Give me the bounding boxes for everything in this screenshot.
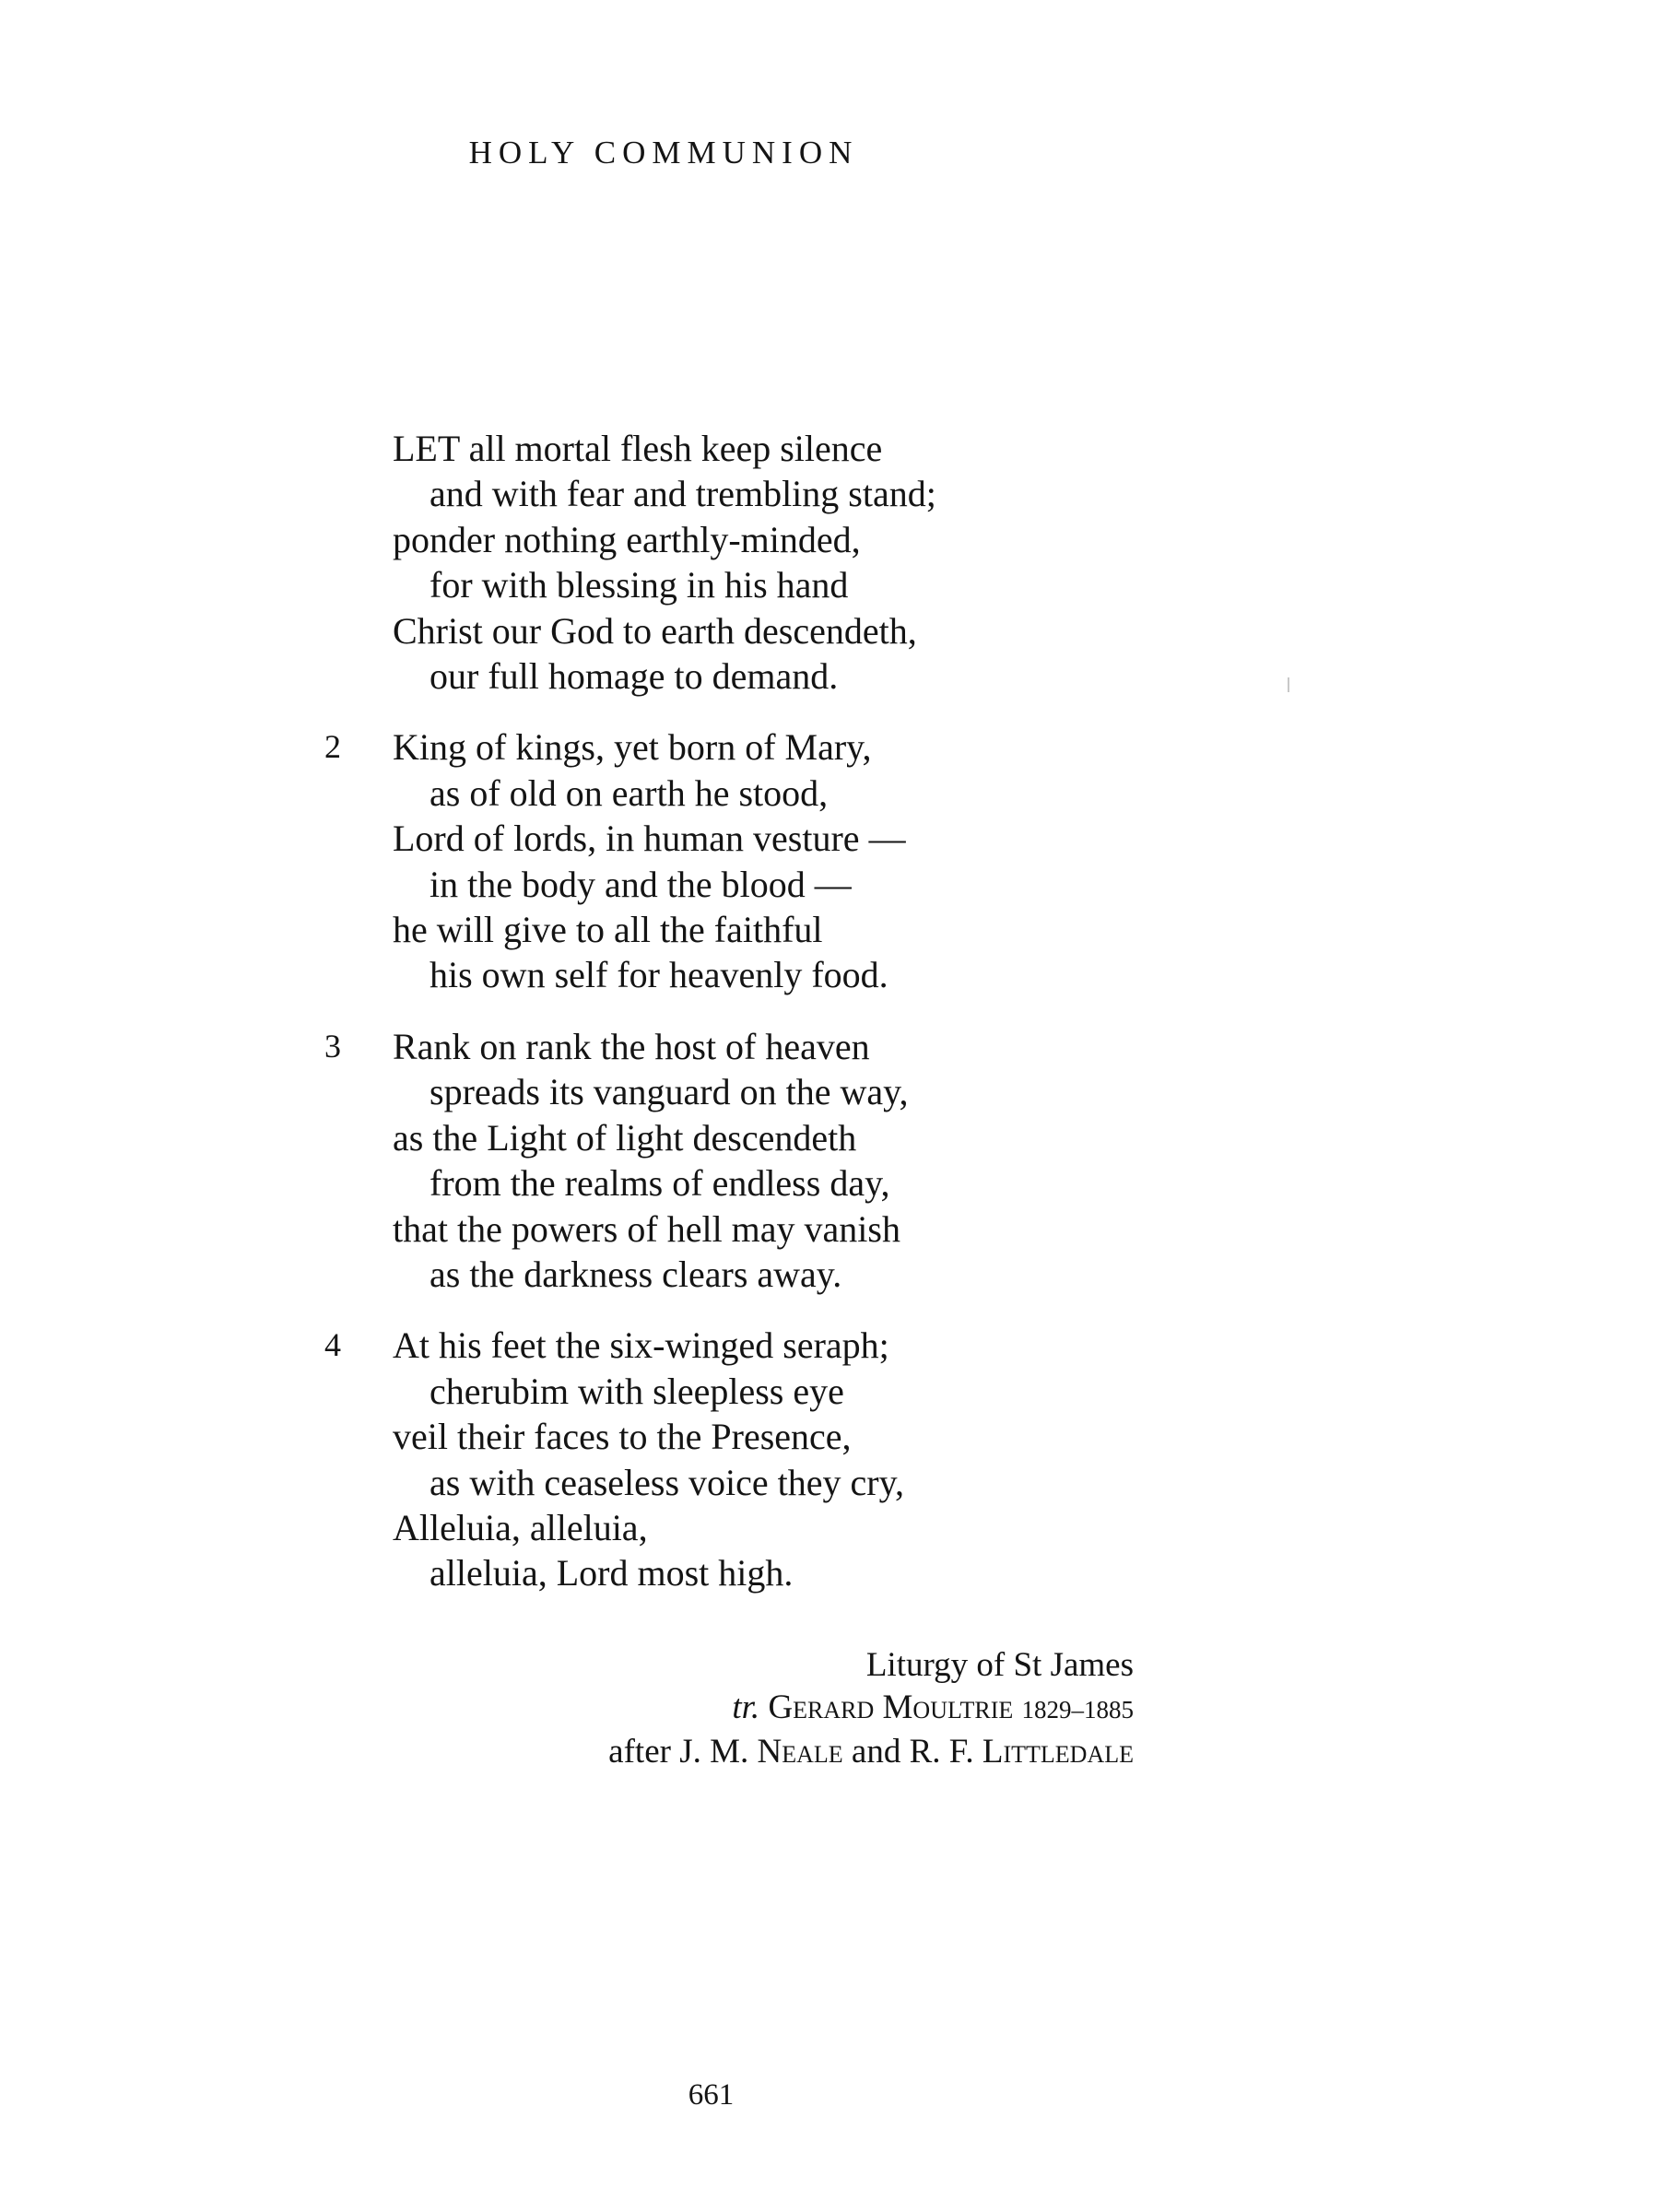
verse-line: for with blessing in his hand — [429, 564, 849, 606]
verse-line: and with fear and trembling stand; — [429, 473, 936, 515]
verse-line: that the powers of hell may vanish — [393, 1207, 900, 1250]
after-name-2: R. F. Littledale — [909, 1733, 1134, 1771]
after-joiner: and — [851, 1733, 901, 1771]
verse-line: Rank on rank the host of heaven — [393, 1025, 870, 1067]
page-number: 661 — [688, 2078, 735, 2112]
verse-line: cherubim with sleepless eye — [429, 1370, 844, 1412]
verse-line: spreads its vanguard on the way, — [429, 1071, 909, 1113]
verse-line: from the realms of endless day, — [429, 1162, 890, 1205]
verse-line: as with ceaseless voice they cry, — [429, 1461, 904, 1503]
verse-2 — [0, 724, 1659, 997]
verse-line: King of kings, yet born of Mary, — [393, 726, 872, 769]
attribution-source: Liturgy of St James — [865, 1646, 1134, 1684]
verse-line: veil their faces to the Presence, — [393, 1416, 852, 1458]
after-prefix: after — [608, 1733, 671, 1771]
verse-line: his own self for heavenly food. — [429, 954, 888, 996]
verse-line: alleluia, Lord most high. — [429, 1552, 794, 1594]
verse-line: Alleluia, alleluia, — [393, 1506, 648, 1548]
attribution-after-line — [608, 1731, 1134, 1773]
verse-number: 4 — [324, 1326, 341, 1364]
verse-line: LET all mortal flesh keep silence — [393, 428, 883, 469]
verse-line: as of old on earth he stood, — [429, 771, 829, 814]
verse-line: ponder nothing earthly-minded, — [393, 518, 861, 560]
verse-4 — [0, 1323, 1659, 1595]
verse-number: 2 — [324, 728, 341, 766]
translator-prefix: tr. — [732, 1688, 760, 1726]
after-name-1: J. M. Neale — [679, 1733, 843, 1771]
verse-1 — [0, 426, 1659, 699]
scan-speck — [1288, 677, 1289, 692]
running-head: HOLY COMMUNION — [468, 135, 859, 171]
verse-line: as the Light of light descendeth — [393, 1116, 857, 1159]
verse-line: At his feet the six-winged seraph; — [393, 1324, 889, 1367]
verse-line: as the darkness clears away. — [429, 1253, 842, 1295]
verse-line: Christ our God to earth descendeth, — [393, 609, 917, 652]
verse-line: Lord of lords, in human vesture — — [393, 818, 906, 860]
verse-3 — [0, 1024, 1659, 1297]
verse-line: he will give to all the faithful — [393, 909, 823, 951]
verse-line: in the body and the blood — — [429, 863, 852, 905]
verse-line: our full homage to demand. — [429, 655, 839, 698]
verse-number: 3 — [324, 1027, 341, 1065]
translator-dates: 1829–1885 — [1021, 1696, 1134, 1724]
attribution — [608, 1644, 1134, 1773]
attribution-translator-line — [608, 1687, 1134, 1731]
translator-name: Gerard Moultrie — [768, 1688, 1014, 1726]
hymn-text — [0, 426, 1659, 1622]
